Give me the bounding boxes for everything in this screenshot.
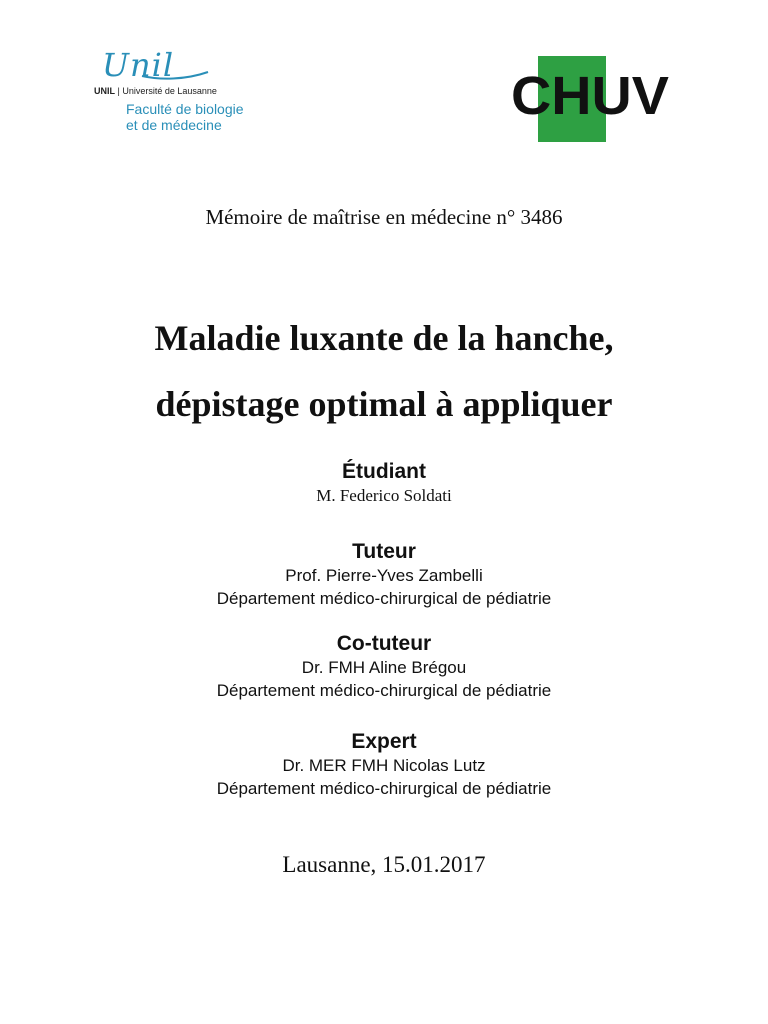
- tutor-department: Département médico-chirurgical de pédiatrie: [216, 589, 552, 608]
- unil-university-name: Université de Lausanne: [122, 86, 217, 96]
- chuv-wordmark: CHUV: [511, 66, 669, 126]
- unil-wordmark: Unil: [102, 46, 175, 84]
- expert-department: Département médico-chirurgical de pédiatrie: [216, 779, 552, 798]
- expert-name: Dr. MER FMH Nicolas Lutz: [282, 756, 486, 775]
- thesis-subtitle: Mémoire de maîtrise en médecine n° 3486: [205, 205, 563, 229]
- thesis-title-line-2: dépistage optimal à appliquer: [155, 384, 613, 424]
- faculty-line-1: Faculté de biologie: [126, 101, 244, 117]
- expert-role: Expert: [351, 730, 417, 753]
- tutor-role: Tuteur: [352, 540, 416, 563]
- thesis-title: [0, 305, 768, 437]
- cotutor-name: Dr. FMH Aline Brégou: [301, 658, 467, 677]
- student-role: Étudiant: [342, 460, 426, 483]
- faculty-line-2: et de médecine: [126, 117, 222, 133]
- place-date: Lausanne, 15.01.2017: [282, 852, 486, 877]
- chuv-logo: [510, 56, 670, 142]
- unil-logo: [92, 46, 250, 138]
- tutor-name: Prof. Pierre-Yves Zambelli: [285, 566, 483, 585]
- expert-section: [0, 730, 768, 800]
- unil-swoosh-icon: [140, 64, 210, 82]
- tutor-section: [0, 540, 768, 610]
- unil-abbrev: UNIL: [94, 86, 115, 96]
- student-name: M. Federico Soldati: [316, 486, 452, 505]
- faculty-name: [126, 101, 244, 133]
- cotutor-role: Co-tuteur: [336, 632, 432, 655]
- cotutor-section: [0, 632, 768, 702]
- unil-institution-line: [94, 86, 217, 96]
- thesis-title-line-1: Maladie luxante de la hanche,: [154, 318, 614, 358]
- student-section: [0, 460, 768, 506]
- cotutor-department: Département médico-chirurgical de pédiatrie: [216, 681, 552, 700]
- unil-separator: |: [117, 86, 120, 96]
